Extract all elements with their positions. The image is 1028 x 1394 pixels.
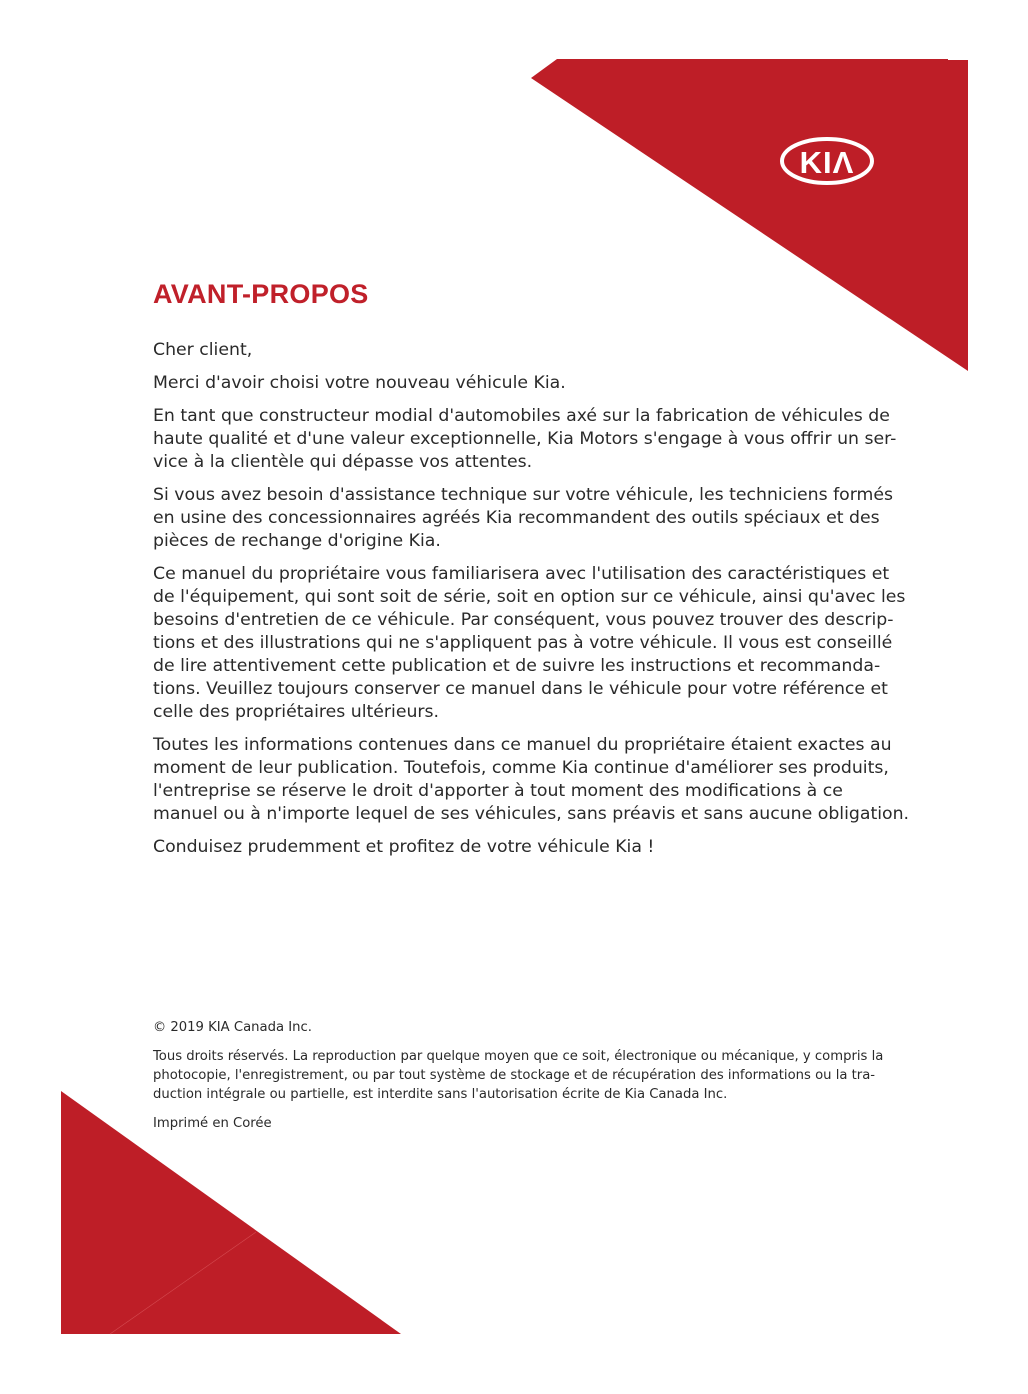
paragraph — [153, 734, 909, 826]
paragraph — [153, 563, 909, 724]
printed-in: Imprimé en Corée — [153, 1116, 272, 1131]
paragraph-line: Merci d'avoir choisi votre nouveau véhicule Kia. — [153, 373, 566, 393]
paragraph-line: vice à la clientèle qui dépasse vos attentes. — [153, 452, 533, 472]
page-title: AVANT-PROPOS — [153, 279, 369, 309]
paragraph-line: Si vous avez besoin d'assistance technique sur votre véhicule, les techniciens formés — [153, 485, 894, 505]
paragraph — [153, 405, 909, 474]
foreword-body — [153, 339, 909, 869]
paragraph-line: En tant que constructeur modial d'automobiles axé sur la fabrication de véhicules de — [153, 406, 890, 426]
paragraph-line: l'entreprise se réserve le droit d'apporter à tout moment des modifications à ce — [153, 781, 843, 801]
rights-line: Tous droits réservés. La reproduction par quelque moyen que ce soit, électronique ou mécanique, y compris la — [153, 1049, 884, 1064]
paragraph-line: Toutes les informations contenues dans ce manuel du propriétaire étaient exactes au — [153, 735, 892, 755]
rights-line: photocopie, l'enregistrement, ou par tout système de stockage et de récupération des informations ou la tra- — [153, 1068, 876, 1083]
top-red-triangle — [531, 59, 968, 371]
paragraph — [153, 836, 909, 859]
paragraph-line: celle des propriétaires ultérieurs. — [153, 702, 440, 722]
paragraph-line: en usine des concessionnaires agréés Kia recommandent des outils spéciaux et des — [153, 508, 880, 528]
rights-notice — [153, 1047, 883, 1104]
svg-text:KIΛ: KIΛ — [799, 145, 855, 180]
paragraph-line: tions et des illustrations qui ne s'appliquent pas à votre véhicule. Il vous est conseillé — [153, 633, 893, 653]
paragraph-line: Ce manuel du propriétaire vous familiarisera avec l'utilisation des caractéristiques et — [153, 564, 890, 584]
paragraph-line: manuel ou à n'importe lequel de ses véhicules, sans préavis et sans aucune obligation. — [153, 804, 910, 824]
paragraph-line: besoins d'entretien de ce véhicule. Par conséquent, vous pouvez trouver des descrip- — [153, 610, 894, 630]
copyright: © 2019 KIA Canada Inc. — [153, 1020, 312, 1035]
paragraph-line: de lire attentivement cette publication et de suivre les instructions et recommanda- — [153, 656, 881, 676]
paragraph-line: de l'équipement, qui sont soit de série, soit en option sur ce véhicule, ainsi qu'avec les — [153, 587, 906, 607]
rights-line: duction intégrale ou partielle, est interdite sans l'autorisation écrite de Kia Canada Inc. — [153, 1087, 728, 1102]
paragraph-line: moment de leur publication. Toutefois, comme Kia continue d'améliorer ses produits, — [153, 758, 889, 778]
paragraph — [153, 484, 909, 553]
paragraph-line: pièces de rechange d'origine Kia. — [153, 531, 441, 551]
footer — [153, 1018, 883, 1143]
paragraph-line: Conduisez prudemment et profitez de votre véhicule Kia ! — [153, 837, 655, 857]
paragraph-line: haute qualité et d'une valeur exceptionnelle, Kia Motors s'engage à vous offrir un ser- — [153, 429, 897, 449]
greeting: Cher client, — [153, 340, 253, 360]
paragraph-line: tions. Veuillez toujours conserver ce manuel dans le véhicule pour votre référence et — [153, 679, 888, 699]
paragraph — [153, 372, 909, 395]
